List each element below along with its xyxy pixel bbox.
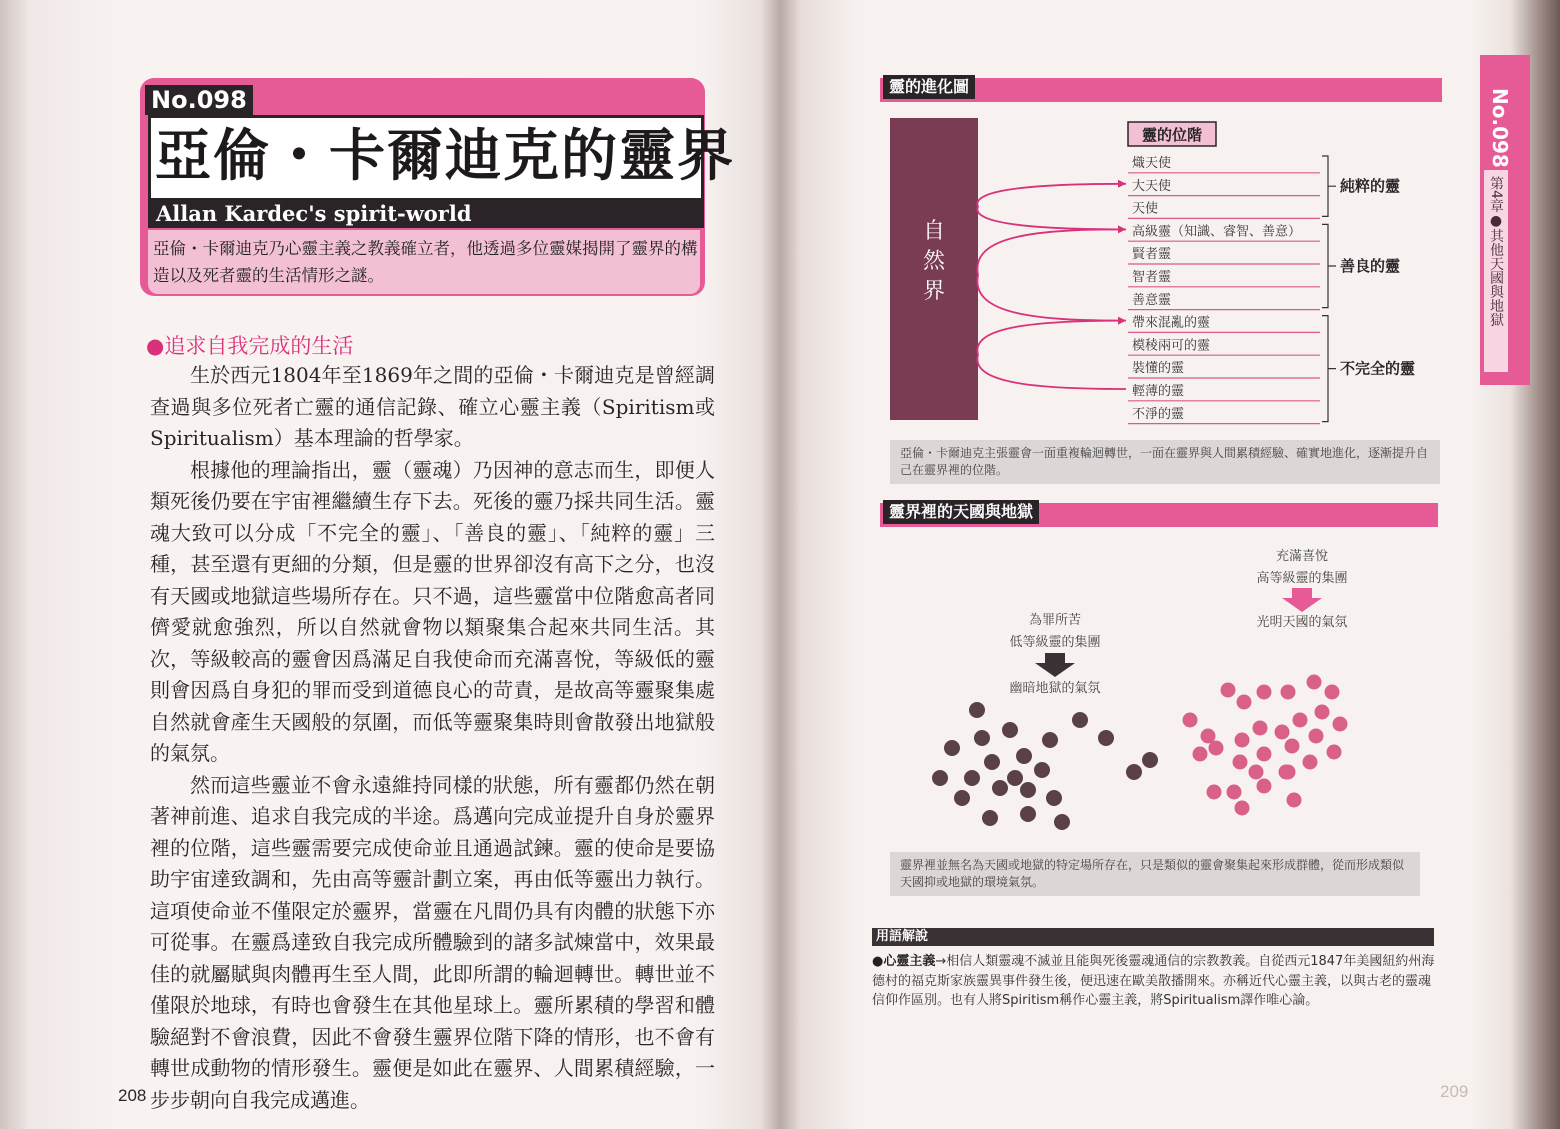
page-number-right: 209 [1440,1082,1469,1101]
low-spirit-dot [1046,790,1062,806]
right-page [780,0,1560,1129]
glossary-term: ●心靈主義 [872,954,936,969]
rank-label: 智者靈 [1132,270,1172,285]
spirit-dots [932,675,1348,831]
article-number: No.098 [145,85,253,115]
cycle-arc [977,184,1126,230]
nature-char-3: 界 [922,279,946,304]
low-spirit-dot [954,790,970,806]
hell-atmos-label: 幽暗地獄的氣氛 [1009,681,1101,696]
high-spirit-dot [1237,695,1252,710]
rank-rows [1128,155,1320,424]
group-label: 不完全的靈 [1340,359,1416,378]
high-spirit-dot [1249,765,1264,780]
low-spirit-dot [1126,764,1142,780]
cycle-arc [977,229,1126,320]
high-spirit-dot [1281,765,1296,780]
glossary-title: 用語解說 [876,929,929,944]
paragraph-1: 生於西元1804年至1869年之間的亞倫・卡爾迪克是曾經調查過與多位死者亡靈的通信記錄、確立心靈主義（Spiritism或Spiritualism）基本理論的哲學家。 [150,363,715,450]
body-text [150,360,715,1116]
arrow-head-icon [1118,180,1126,188]
section1-title: 靈的進化圖 [883,75,975,99]
low-spirit-dot [1098,730,1114,746]
group-bracket [1322,316,1336,422]
low-spirit-dot [1054,814,1070,830]
high-spirit-dot [1303,755,1318,770]
paragraph-3: 然而這些靈並不會永遠維持同樣的狀態，所有靈都仍然在朝著神前進、追求自我完成的半途。爲邁向完成並提升自身於靈界裡的位階，這些靈需要完成使命並且通過試鍊。靈的使命是要協助宇宙達致調和，先由高等靈計劃立案，再由低等靈出力執行。這項使命並不僅限定於靈界，當靈在凡間仍具有肉體的狀態下亦可從事。在靈爲達致自我完成所體驗到的諸多試煉當中，效果最佳的就屬賦與肉體再生至人間，此即所謂的輪迴轉世。轉世並不僅限於地球，有時也會發生在其他星球上。靈所累積的學習和體驗絕對不會浪費，因此不會發生靈界位階下降的情形，也不會有轉世成動物的情形發生。靈便是如此在靈界、人間累積經驗，一步步朝向自我完成邁進。 [150,772,715,1112]
high-spirit-dot [1183,713,1198,728]
low-spirit-dot [982,810,998,826]
rank-label: 裝懂的靈 [1132,361,1185,377]
high-spirit-dot [1253,721,1268,736]
hell-top-label: 為罪所苦 [1028,613,1082,628]
high-spirit-dot [1209,741,1224,756]
low-spirit-dot [1072,712,1088,728]
rank-label: 熾天使 [1132,156,1172,171]
rank-label: 模稜兩可的靈 [1132,338,1211,354]
low-spirit-dot [984,754,1000,770]
group-label: 善良的靈 [1340,257,1401,275]
evolution-diagram [890,118,1442,428]
low-spirit-dot [964,770,980,786]
heaven-arrow-icon [1282,588,1322,612]
group-bracket [1322,224,1336,307]
high-spirit-dot [1227,785,1242,800]
glossary [872,952,1442,1011]
arrow-head-icon [1118,317,1126,325]
low-spirit-dot [1002,722,1018,738]
low-spirit-dot [969,702,985,718]
heaven-group-label: 高等級靈的集團 [1256,571,1348,586]
high-spirit-dot [1233,755,1248,770]
lead-text: 亞倫・卡爾迪克乃心靈主義之教義確立者，他透過多位靈媒揭開了靈界的構造以及死者靈的生活情形之謎。 [153,239,698,285]
rank-label: 輕薄的靈 [1132,384,1185,399]
low-spirit-dot [1016,748,1032,764]
low-spirit-dot [974,730,990,746]
page-title-english: Allan Kardec's spirit-world [156,201,472,226]
diagram-header: 靈的位階 [1141,126,1203,144]
section2-title: 靈界裡的天國與地獄 [883,500,1039,524]
nature-char-1: 自 [922,219,946,244]
hell-arrow-icon [1035,653,1075,677]
hell-group-label: 低等級靈的集團 [1009,635,1101,650]
heaven-hell-diagram [930,540,1410,840]
high-spirit-dot [1293,713,1308,728]
rank-label: 天使 [1132,201,1159,217]
thumb-number: No.098 [1488,88,1512,168]
low-spirit-dot [944,740,960,756]
paragraph-2: 根據他的理論指出，靈（靈魂）乃因神的意志而生，即便人類死後仍要在宇宙裡繼續生存下去。死後的靈乃採共同生活。靈魂大致可以分成「不完全的靈」、「善良的靈」、「純粹的靈」三種，甚至還有更細的分類，但是靈的世界卻沒有高下之分，也沒有天國或地獄這些場所存在。只不過，這些靈當中位階愈高者同儕愛就愈強烈，所以自然就會物以類聚集合起來共同生活。其次，等級較高的靈會因爲滿足自我使命而充滿喜悅，等級低的靈則會因爲自身犯的罪而受到道德良心的苛責，是故高等靈聚集處自然就會產生天國般的氛圍，而低等靈聚集時則會散發出地獄般的氣氛。 [150,457,715,765]
group-bracket [1322,156,1336,216]
low-spirit-dot [1007,770,1023,786]
cycle-arrows [977,180,1126,389]
glossary-bar [872,928,1434,946]
heaven-atmos-label: 光明天國的氣氛 [1256,615,1348,630]
cycle-arc [977,321,1126,389]
glossary-text: →相信人類靈魂不滅並且能與死後靈魂通信的宗教教義。自從西元1847年美國紐約州海德村的福克斯家族靈異事件發生後，便迅速在歐美散播開來。亦稱近代心靈主義，以與古老的靈魂信仰作區別。也有人將Spiritism稱作心靈主義，將Spiritualism譯作唯心論。 [872,954,1435,1008]
group-labels [1322,156,1415,422]
low-spirit-dot [1142,752,1158,768]
page-number-left: 208 [118,1086,147,1105]
arrow-head-icon [1118,225,1126,233]
caption-evolution: 亞倫・卡爾迪克主張靈會一面重複輪迴轉世，一面在靈界與人間累積經驗、確實地進化，逐漸提升自己在靈界裡的位階。 [890,440,1440,484]
rank-label: 賢者靈 [1132,247,1172,263]
section-heading: ●追求自我完成的生活 [146,334,354,358]
rank-label: 大天使 [1132,178,1172,194]
high-spirit-dot [1333,717,1348,732]
low-spirit-dot [1020,782,1036,798]
high-spirit-dot [1281,685,1296,700]
caption-heaven-hell: 靈界裡並無名為天國或地獄的特定場所存在，只是類似的靈會聚集起來形成群體，從而形成類似天國抑或地獄的環境氣氛。 [890,852,1420,896]
group-label: 純粹的靈 [1340,177,1401,196]
low-spirit-dot [1042,732,1058,748]
rank-label: 不淨的靈 [1132,406,1185,422]
thumb-chapter: 第4章●其他天國與地獄 [1484,170,1508,372]
high-spirit-dot [1221,683,1236,698]
nature-char-2: 然 [922,249,946,274]
rank-label: 帶來混亂的靈 [1132,315,1211,331]
page-title: 亞倫・卡爾迪克的靈界 [155,124,735,189]
rank-label: 善意靈 [1132,292,1172,308]
low-spirit-dot [1034,762,1050,778]
high-spirit-dot [1307,675,1322,690]
high-spirit-dot [1235,801,1250,816]
high-spirit-dot [1257,685,1272,700]
low-spirit-dot [1020,806,1036,822]
high-spirit-dot [1275,725,1290,740]
high-spirit-dot [1257,779,1272,794]
high-spirit-dot [1235,733,1250,748]
low-spirit-dot [932,770,948,786]
high-spirit-dot [1257,747,1272,762]
heaven-top-label: 充滿喜悅 [1275,549,1329,564]
high-spirit-dot [1207,785,1222,800]
high-spirit-dot [1309,729,1324,744]
high-spirit-dot [1193,747,1208,762]
high-spirit-dot [1285,739,1300,754]
high-spirit-dot [1315,705,1330,720]
high-spirit-dot [1327,745,1342,760]
high-spirit-dot [1287,793,1302,808]
rank-label: 高級靈（知識、睿智、善意） [1132,224,1302,240]
low-spirit-dot [992,780,1008,796]
high-spirit-dot [1325,685,1340,700]
